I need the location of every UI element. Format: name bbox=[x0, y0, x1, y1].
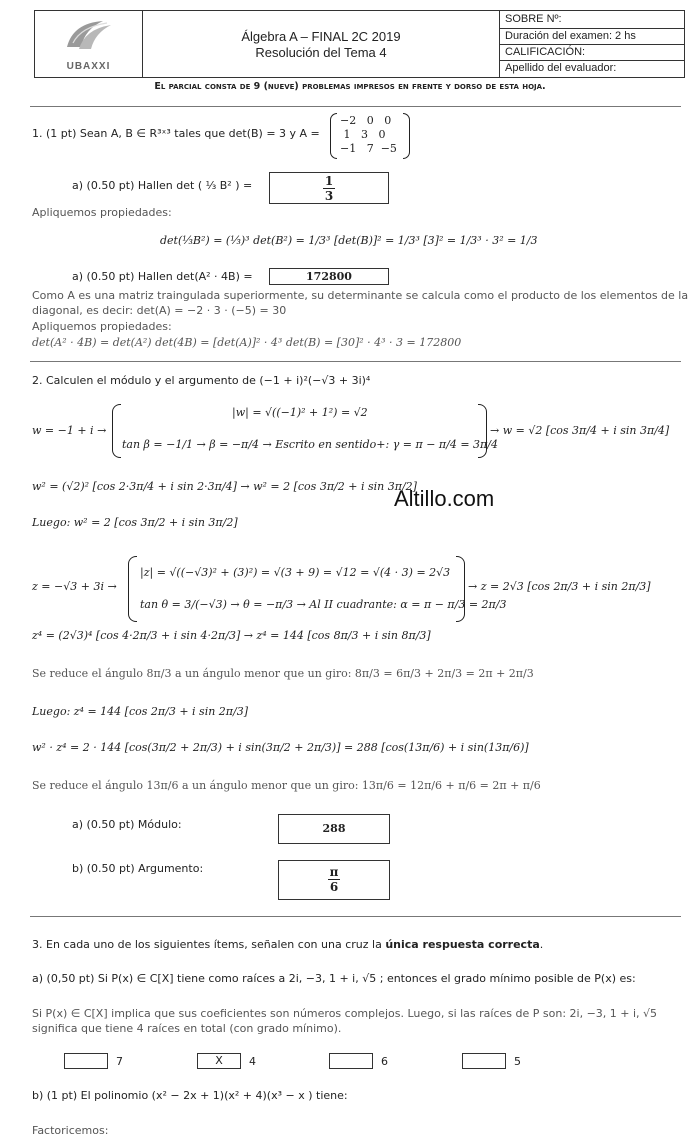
p2-w-mod: |w| = √((−1)² + 1²) = √2 bbox=[232, 406, 368, 419]
p1-a1-label: a) (0.50 pt) Hallen det ( ⅓ B² ) = bbox=[72, 179, 253, 192]
duracion-label: Duración del examen: 2 hs bbox=[505, 30, 636, 42]
p2-z-mod: |z| = √((−√3)² + (3)²) = √(3 + 9) = √12 = √(4 · 3) = 2√3 bbox=[140, 566, 451, 579]
answer-numerator: π bbox=[329, 865, 339, 879]
divider bbox=[30, 361, 681, 362]
title-cell bbox=[143, 11, 500, 77]
answer-denominator: 3 bbox=[324, 189, 334, 203]
answer-denominator: 6 bbox=[329, 880, 339, 894]
p3-factor: Factoricemos: bbox=[32, 1124, 109, 1137]
p1-matrix bbox=[330, 113, 410, 157]
matrix-row: −1 7 −5 bbox=[340, 142, 397, 155]
exam-header-table bbox=[34, 10, 685, 78]
brace bbox=[128, 556, 137, 622]
brace bbox=[478, 404, 487, 458]
logo-cell bbox=[35, 11, 143, 77]
p3-b-label: b) (1 pt) El polinomio (x² − 2x + 1)(x² + 4)(x³ − x ) tiene: bbox=[32, 1089, 348, 1102]
p2-statement: 2. Calculen el módulo y el argumento de (−1 + i)²(−√3 + 3i)⁴ bbox=[32, 374, 371, 387]
p1-a1-answer-box bbox=[269, 172, 389, 204]
p1-text-2: diagonal, es decir: det(A) = −2 · 3 · (−5) = 30 bbox=[32, 304, 287, 317]
p3-statement-pre: 3. En cada uno de los siguientes ítems, señalen con una cruz la bbox=[32, 938, 386, 951]
p2-reduce-2: Se reduce el ángulo 13π/6 a un ángulo menor que un giro: 13π/6 = 12π/6 + π/6 = 2π + π/6 bbox=[32, 779, 541, 792]
p2-w-arg: tan β = −1/1 → β = −π/4 → Escrito en sentido+: γ = π − π/4 = 3π/4 bbox=[122, 438, 498, 451]
sobre-label: SOBRE Nº: bbox=[505, 13, 562, 25]
option-label: 4 bbox=[249, 1055, 256, 1068]
exam-title: Álgebra A – FINAL 2C 2019 bbox=[241, 29, 401, 44]
p3-a-expl-2: significa que tiene 4 raíces en total (con grado mínimo). bbox=[32, 1022, 342, 1035]
p1-text-1: Como A es una matriz traingulada superiormente, su determinante se calcula como el producto de los elementos de la bbox=[32, 289, 689, 302]
p3-a-label: a) (0,50 pt) Si P(x) ∈ C[X] tiene como raíces a 2i, −3, 1 + i, √5 ; entonces el grado mínimo posible de P(x) es: bbox=[32, 972, 636, 985]
option-checkbox[interactable] bbox=[329, 1053, 373, 1069]
p2-a-label: a) (0.50 pt) Módulo: bbox=[72, 818, 182, 831]
p2-w-def: w = −1 + i → bbox=[32, 424, 107, 437]
calificacion-label: CALIFICACIÓN: bbox=[505, 46, 586, 58]
p2-z-result: → z = 2√3 [cos 2π/3 + i sin 2π/3] bbox=[468, 580, 651, 593]
p2-w2: w² = (√2)² [cos 2·3π/4 + i sin 2·3π/4] → w² = 2 [cos 3π/2 + i sin 3π/2] bbox=[32, 480, 417, 493]
option-label: 7 bbox=[116, 1055, 123, 1068]
p1-a2-answer-box: 172800 bbox=[269, 268, 389, 285]
brace bbox=[456, 556, 465, 622]
p2-luego-z4: Luego: z⁴ = 144 [cos 2π/3 + i sin 2π/3] bbox=[32, 705, 249, 718]
p2-argumento-answer-box bbox=[278, 860, 390, 900]
option-checkbox[interactable]: X bbox=[197, 1053, 241, 1069]
p2-luego-w2: Luego: w² = 2 [cos 3π/2 + i sin 3π/2] bbox=[32, 516, 238, 529]
watermark: Altillo.com bbox=[394, 486, 495, 511]
p2-w-result: → w = √2 [cos 3π/4 + i sin 3π/4] bbox=[490, 424, 670, 437]
p2-b-label: b) (0.50 pt) Argumento: bbox=[72, 862, 204, 875]
evaluador-label: Apellido del evaluador: bbox=[505, 62, 617, 74]
p1-formula-2: det(A² · 4B) = det(A²) det(4B) = [det(A)]² · 4³ det(B) = [30]² · 4³ · 3 = 172800 bbox=[32, 336, 462, 349]
p2-product: w² · z⁴ = 2 · 144 [cos(3π/2 + 2π/3) + i sin(3π/2 + 2π/3)] = 288 [cos(13π/6) + i sin(13π/6)] bbox=[32, 741, 529, 754]
answer-numerator: 1 bbox=[324, 174, 334, 188]
intro-line: El parcial consta de 9 (nueve) problemas impresos en frente y dorso de esta hoja. bbox=[154, 81, 546, 92]
exam-subtitle: Resolución del Tema 4 bbox=[255, 45, 387, 60]
p1-formula-1: det(⅓B²) = (⅓)³ det(B²) = 1/3³ [det(B)]² = 1/3³ [3]² = 1/3³ · 3² = 1/3 bbox=[160, 234, 538, 247]
p3-statement-post: . bbox=[539, 938, 544, 951]
option-checkbox[interactable] bbox=[462, 1053, 506, 1069]
p1-props-2: Apliquemos propiedades: bbox=[32, 320, 172, 333]
p3-a-expl-1: Si P(x) ∈ C[X] implica que sus coeficientes son números complejos. Luego, si las raíces de P son: 2i, −3, 1 + i, √5 bbox=[32, 1007, 658, 1020]
p2-z-def: z = −√3 + 3i → bbox=[32, 580, 117, 593]
p1-statement: 1. (1 pt) Sean A, B ∈ R³ˣ³ tales que det(B) = 3 y A = bbox=[32, 127, 320, 140]
p2-reduce-1: Se reduce el ángulo 8π/3 a un ángulo menor que un giro: 8π/3 = 6π/3 + 2π/3 = 2π + 2π/3 bbox=[32, 667, 534, 680]
p3-statement bbox=[32, 938, 543, 951]
option-checkbox[interactable] bbox=[64, 1053, 108, 1069]
p2-z4: z⁴ = (2√3)⁴ [cos 4·2π/3 + i sin 4·2π/3] → z⁴ = 144 [cos 8π/3 + i sin 8π/3] bbox=[32, 629, 431, 642]
option-label: 6 bbox=[381, 1055, 388, 1068]
info-cell bbox=[500, 11, 684, 77]
p3-statement-bold: única respuesta correcta bbox=[385, 938, 540, 951]
p1-props-1: Apliquemos propiedades: bbox=[32, 206, 172, 219]
p2-modulo-answer-box: 288 bbox=[278, 814, 390, 844]
matrix-row: 1 3 0 bbox=[340, 128, 386, 141]
divider bbox=[30, 106, 681, 107]
p2-z-arg: tan θ = 3/(−√3) → θ = −π/3 → Al II cuadrante: α = π − π/3 = 2π/3 bbox=[140, 598, 507, 611]
divider bbox=[30, 916, 681, 917]
option-label: 5 bbox=[514, 1055, 521, 1068]
p1-a2-label: a) (0.50 pt) Hallen det(A² · 4B) = bbox=[72, 270, 253, 283]
ubaxxi-logo-icon bbox=[63, 17, 115, 55]
logo-text: UBAXXI bbox=[66, 61, 111, 72]
matrix-row: −2 0 0 bbox=[340, 114, 392, 127]
brace bbox=[112, 404, 121, 458]
